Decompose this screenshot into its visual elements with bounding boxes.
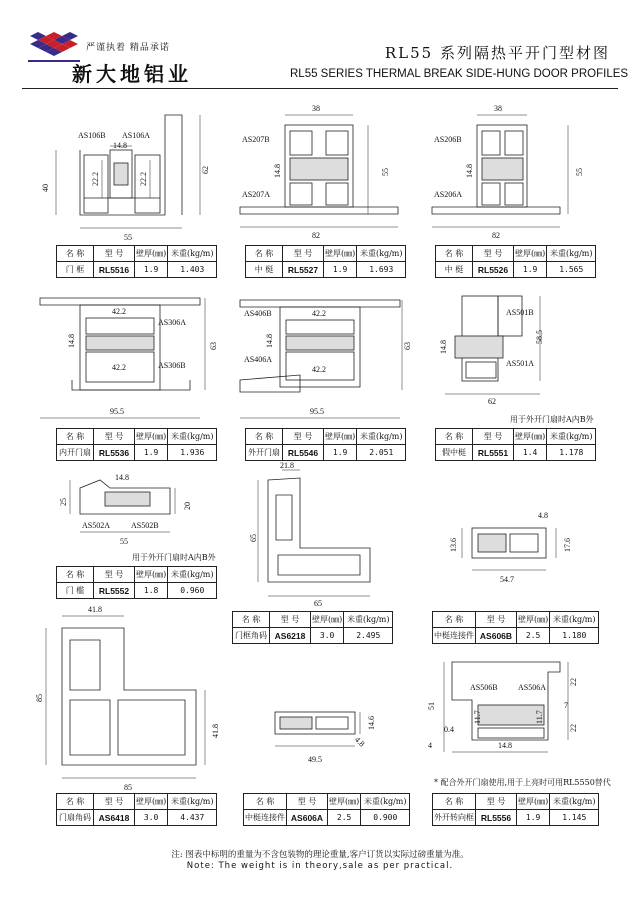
profile-as606b: [462, 528, 556, 570]
p2-dim-2: 14.8: [273, 164, 282, 178]
p1-dim-6: 55: [124, 233, 132, 242]
company-slogan: 严谨执着 精品承诺: [86, 43, 170, 53]
table-row: 假中梃 RL5551 1.4 1.178: [436, 445, 596, 461]
p4-label-a: AS306A: [158, 318, 187, 327]
profile-rl5527: [240, 115, 398, 227]
p10-dim-4: 85: [124, 783, 132, 792]
p5-label-b: AS406A: [244, 355, 273, 364]
spec-table-rl5552: [56, 566, 217, 599]
table-row: 外开转向框 RL5556 1.9 1.145: [433, 810, 599, 826]
profile-as6218: [258, 470, 370, 596]
spec-table-rl5527: [245, 245, 406, 278]
spec-table-rl5536: [56, 428, 217, 461]
p5-dim-4: 63: [403, 342, 412, 350]
footer-note-cn: 注: 图表中标明的重量为不含包装物的理论重量,客户订货以实际过磅重量为准。: [171, 850, 469, 860]
p9-dim-2: 13.6: [449, 538, 458, 552]
p12-dim-2: 51: [427, 702, 436, 710]
table-row: 门 框 RL5516 1.9 1.403: [57, 262, 217, 278]
spec-table-as6218: [232, 611, 393, 644]
note-outward-sash-2: 用于外开门扇时A内B外: [132, 553, 216, 562]
p7-dim-2: 25: [59, 498, 68, 506]
table-header-row: 名 称 型 号 壁厚(㎜) 米重(kg/m): [433, 794, 599, 810]
p4-dim-4: 63: [209, 342, 218, 350]
profile-as6418: [46, 616, 205, 778]
table-header-row: 名 称 型 号 壁厚(㎜) 米重(kg/m): [433, 612, 599, 628]
p1-label-b: AS106A: [122, 131, 151, 140]
p3-dim-1: 38: [494, 104, 502, 113]
spec-table-as606b: [432, 611, 599, 644]
table-header-row: 名 称 型 号 壁厚(㎜) 米重(kg/m): [436, 246, 596, 262]
p1-dim-4: 40: [41, 184, 50, 192]
spec-table-rl5556: [432, 793, 599, 826]
spec-table-rl5516: [56, 245, 217, 278]
table-row: 门 槛 RL5552 1.8 0.960: [57, 583, 217, 599]
p4-label-b: AS306B: [158, 361, 186, 370]
table-header-row: 名 称 型 号 壁厚(㎜) 米重(kg/m): [246, 246, 406, 262]
p9-dim-1: 4.8: [538, 511, 548, 520]
p3-label-b: AS206A: [434, 190, 463, 199]
p2-dim-4: 82: [312, 231, 320, 240]
p10-dim-3: 41.8: [211, 724, 220, 738]
p12-dim-8: 4: [428, 741, 432, 750]
profile-as606a: [275, 712, 360, 746]
p3-dim-2: 14.8: [465, 164, 474, 178]
p7-dim-3: 20: [183, 502, 192, 510]
p7-label-b: AS502B: [131, 521, 159, 530]
spec-table-rl5546: [245, 428, 406, 461]
p5-dim-5: 95.5: [310, 407, 324, 416]
spec-table-as606a: [243, 793, 410, 826]
p2-dim-1: 38: [312, 104, 320, 113]
p7-dim-4: 55: [120, 537, 128, 546]
p5-dim-3: 42.2: [312, 365, 326, 374]
p7-dim-1: 14.8: [115, 473, 129, 482]
p6-dim-2: 58.5: [535, 330, 544, 344]
table-row: 内开门扇 RL5536 1.9 1.936: [57, 445, 217, 461]
p4-dim-1: 42.2: [112, 307, 126, 316]
table-row: 中 梃 RL5527 1.9 1.693: [246, 262, 406, 278]
p1-dim-3: 22.2: [139, 172, 148, 186]
p2-label-a: AS207B: [242, 135, 270, 144]
p8-dim-3: 65: [314, 599, 322, 608]
p6-label-b: AS501A: [506, 359, 535, 368]
profile-rl5526: [432, 115, 568, 227]
table-header-row: 名 称 型 号 壁厚(㎜) 米重(kg/m): [57, 794, 217, 810]
profile-rl5536: [40, 298, 205, 418]
table-header-row: 名 称 型 号 壁厚(㎜) 米重(kg/m): [233, 612, 393, 628]
table-row: 中梃连接件 AS606B 2.5 1.180: [433, 628, 599, 644]
profile-rl5556: [444, 662, 568, 752]
p5-dim-1: 42.2: [312, 309, 326, 318]
table-header-row: 名 称 型 号 壁厚(㎜) 米重(kg/m): [57, 246, 217, 262]
p10-dim-2: 85: [35, 694, 44, 702]
page-title-cn: RL55 系列隔热平开门型材图: [384, 44, 610, 62]
footer-note-en: Note: The weight is in theory,sale as per practical.: [186, 861, 454, 871]
page-title-en: RL55 SERIES THERMAL BREAK SIDE-HUNG DOOR PROFILES: [290, 68, 629, 80]
p9-dim-3: 17.6: [563, 538, 572, 552]
p4-dim-2: 14.8: [67, 334, 76, 348]
spec-table-rl5551: [435, 428, 596, 461]
p12-dim-1: 22: [569, 678, 578, 686]
p9-dim-4: 54.7: [500, 575, 514, 584]
note-outward-sash-1: 用于外开门扇时A内B外: [510, 415, 594, 424]
p6-dim-1: 14.8: [439, 340, 448, 354]
spec-table-rl5526: [435, 245, 596, 278]
p3-dim-3: 55: [575, 168, 584, 176]
p11-dim-1: 14.6: [367, 716, 376, 730]
table-header-row: 名 称 型 号 壁厚(㎜) 米重(kg/m): [436, 429, 596, 445]
company-name: 新大地铝业: [72, 62, 192, 86]
p1-dim-2: 22.2: [91, 172, 100, 186]
p12-dim-9: 14.8: [498, 741, 512, 750]
table-header-row: 名 称 型 号 壁厚(㎜) 米重(kg/m): [244, 794, 410, 810]
table-row: 中 梃 RL5526 1.9 1.565: [436, 262, 596, 278]
p5-label-a: AS406B: [244, 309, 272, 318]
p4-dim-3: 42.2: [112, 363, 126, 372]
table-row: 中梃连接件 AS606A 2.5 0.900: [244, 810, 410, 826]
p3-dim-4: 82: [492, 231, 500, 240]
p7-label-a: AS502A: [82, 521, 111, 530]
p11-dim-3: 49.5: [308, 755, 322, 764]
p1-label-a: AS106B: [78, 131, 106, 140]
p6-dim-3: 62: [488, 397, 496, 406]
p1-dim-1: 14.8: [113, 141, 127, 150]
p2-label-b: AS207A: [242, 190, 271, 199]
p8-dim-1: 21.8: [280, 461, 294, 470]
p12-dim-6: 22: [569, 724, 578, 732]
p3-label-a: AS206B: [434, 135, 462, 144]
p12-dim-5: 11.7: [535, 710, 544, 724]
table-row: 外开门扇 RL5546 1.9 2.051: [246, 445, 406, 461]
table-header-row: 名 称 型 号 壁厚(㎜) 米重(kg/m): [57, 429, 217, 445]
p2-dim-3: 55: [381, 168, 390, 176]
p4-dim-5: 95.5: [110, 407, 124, 416]
p8-dim-2: 65: [249, 534, 258, 542]
p12-label-a: AS506B: [470, 683, 498, 692]
spec-table-as6418: [56, 793, 217, 826]
p12-dim-7: 0.4: [444, 725, 454, 734]
table-row: 门框角码 AS6218 3.0 2.495: [233, 628, 393, 644]
p12-dim-3: 7: [564, 701, 568, 710]
p1-dim-5: 62: [201, 166, 210, 174]
p5-dim-2: 14.8: [265, 334, 274, 348]
p12-dim-4: 11.7: [473, 710, 482, 724]
note-upper-light: * 配合外开门扇使用,用于上亮时可用RL5550替代: [434, 778, 611, 787]
table-header-row: 名 称 型 号 壁厚(㎜) 米重(kg/m): [57, 567, 217, 583]
p11-dim-2: 4.8: [352, 735, 367, 749]
table-row: 门扇角码 AS6418 3.0 4.437: [57, 810, 217, 826]
p12-label-b: AS506A: [518, 683, 547, 692]
p6-label-a: AS501B: [506, 308, 534, 317]
p10-dim-1: 41.8: [88, 605, 102, 614]
table-header-row: 名 称 型 号 壁厚(㎜) 米重(kg/m): [246, 429, 406, 445]
